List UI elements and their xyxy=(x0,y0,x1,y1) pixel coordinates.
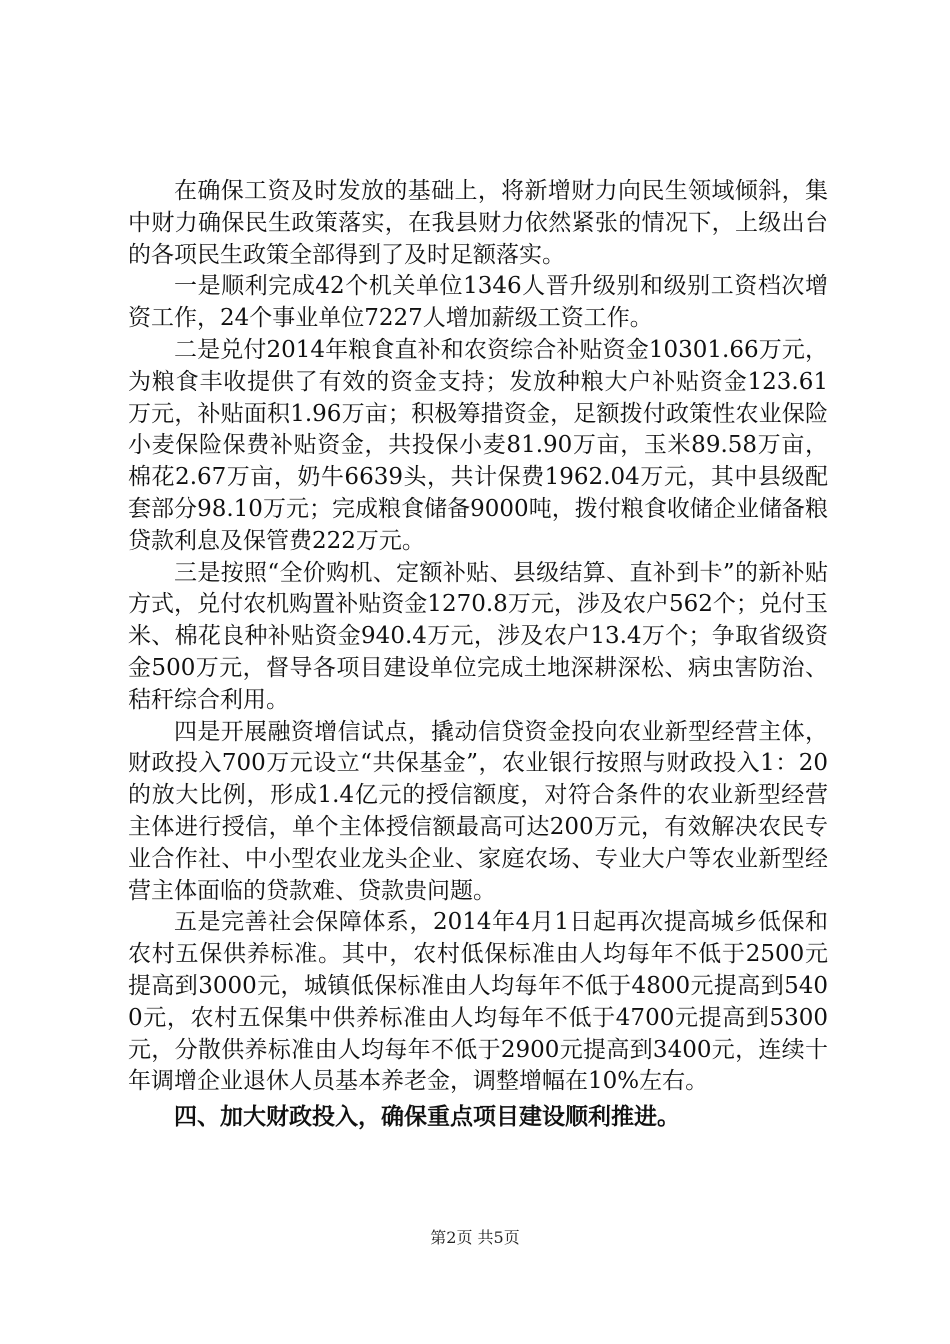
paragraph-item-5: 五是完善社会保障体系，2014年4月1日起再次提高城乡低保和农村五保供养标准。其中，农村低保标准由人均每年不低于2500元提高到3000元，城镇低保标准由人均每年不低于4800元提高到5400元，农村五保集中供养标准由人均每年不低于4700元提高到5300元，分散供养标准由人均每年不低于2900元提高到3400元，连续十年调增企业退休人员基本养老金，调整增幅在10%左右。 xyxy=(128,909,828,1095)
paragraph-item-3: 三是按照“全价购机、定额补贴、县级结算、直补到卡”的新补贴方式，兑付农机购置补贴资金1270.8万元，涉及农户562个；兑付玉米、棉花良种补贴资金940.4万元，涉及农户13.4万个；争取省级资金500万元，督导各项目建设单位完成土地深耕深松、病虫害防治、秸秆综合利用。 xyxy=(128,559,828,713)
section-heading: 四、加大财政投入，确保重点项目建设顺利推进。 xyxy=(174,1104,680,1131)
paragraph-intro: 在确保工资及时发放的基础上，将新增财力向民生领域倾斜，集中财力确保民生政策落实，在我县财力依然紧张的情况下，上级出台的各项民生政策全部得到了及时足额落实。 xyxy=(128,178,828,268)
page-number-footer: 第2页 共5页 xyxy=(430,1228,520,1247)
paragraph-item-1: 一是顺利完成42个机关单位1346人晋升级别和级别工资档次增资工作，24个事业单位7227人增加薪级工资工作。 xyxy=(128,273,828,332)
document-body xyxy=(128,176,828,1134)
paragraph-item-2: 二是兑付2014年粮食直补和农资综合补贴资金10301.66万元，为粮食丰收提供了有效的资金支持；发放种粮大户补贴资金123.61万元，补贴面积1.96万亩；积极筹措资金，足额拨付政策性农业保险小麦保险保费补贴资金，共投保小麦81.90万亩，玉米89.58万亩，棉花2.67万亩，奶牛6639头，共计保费1962.04万元，其中县级配套部分98.10万元；完成粮食储备9000吨，拨付粮食收储企业储备粮贷款利息及保管费222万元。 xyxy=(128,336,828,554)
paragraph-item-4: 四是开展融资增信试点，撬动信贷资金投向农业新型经营主体，财政投入700万元设立“共保基金”，农业银行按照与财政投入1：20的放大比例，形成1.4亿元的授信额度，对符合条件的农业新型经营主体进行授信，单个主体授信额最高可达200万元，有效解决农民专业合作社、中小型农业龙头企业、家庭农场、专业大户等农业新型经营主体面临的贷款难、贷款贵问题。 xyxy=(128,718,828,904)
